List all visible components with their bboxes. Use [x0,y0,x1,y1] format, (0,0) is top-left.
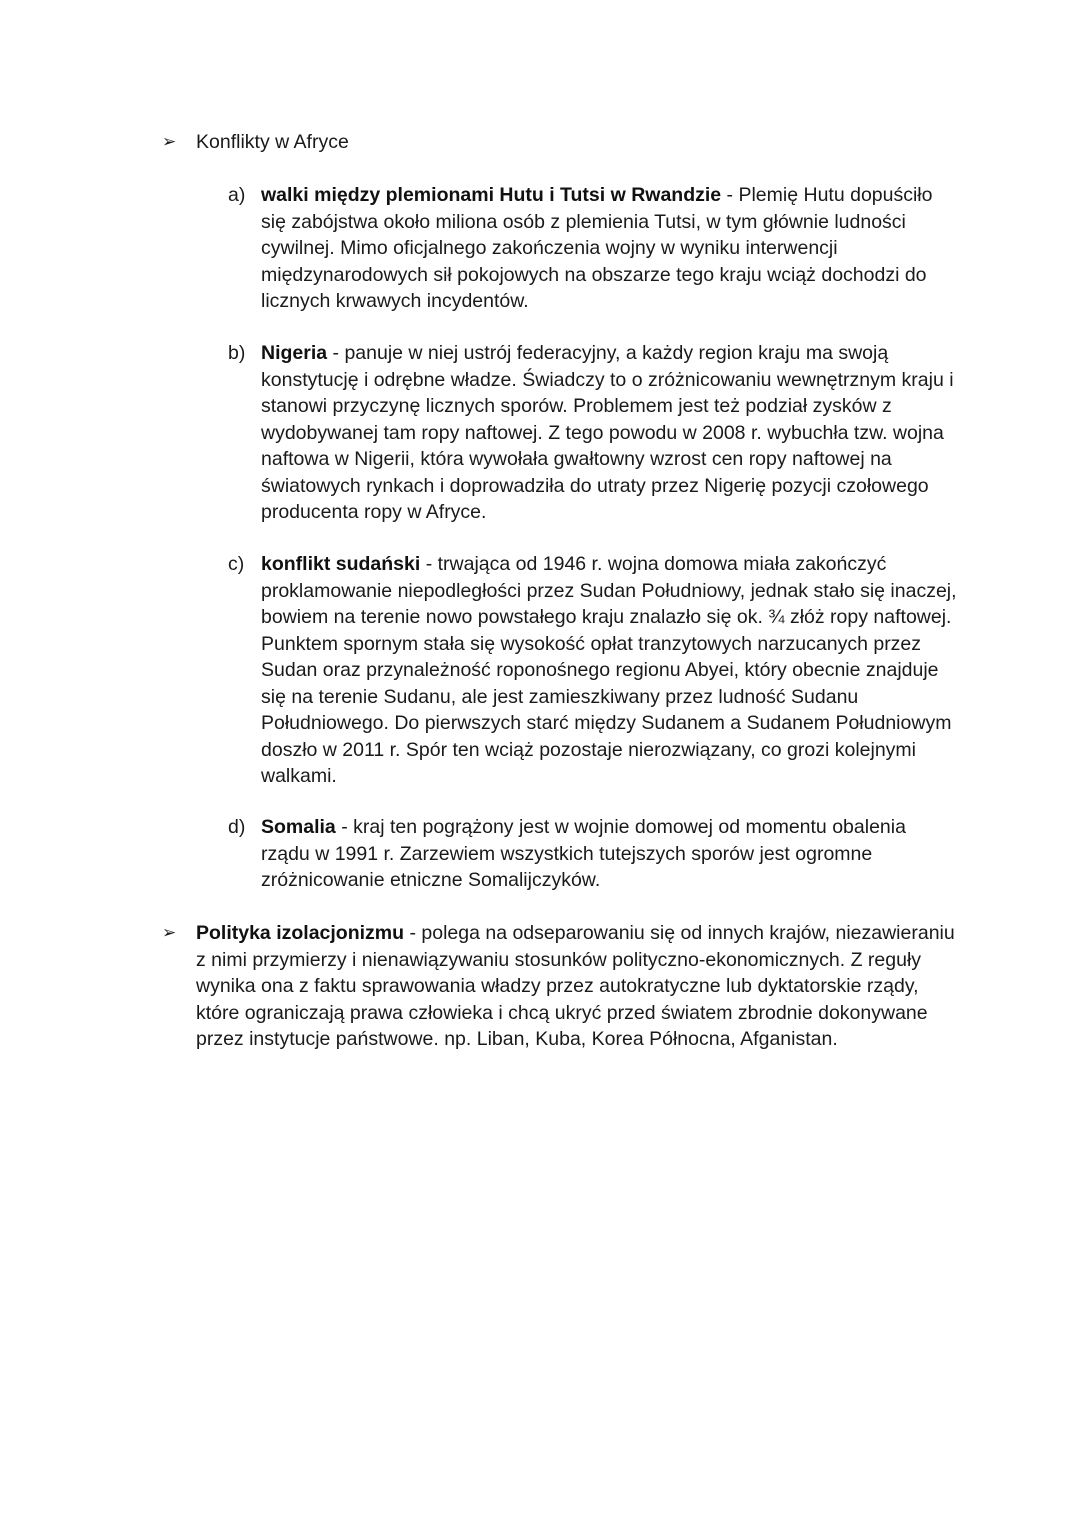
list-marker: b) [228,342,246,364]
arrow-bullet-icon: ➢ [162,132,177,151]
list-item-d [228,814,958,894]
section-izolacjonizm [162,920,962,1053]
section-paragraph [196,920,962,1053]
section-description: - polega na odseparowaniu się od innych krajów, niezawieraniu z nimi przymierzy i nienawiązywaniu stosunków polityczno-ekonomicznych. Z reguły wynika ona z faktu sprawowania władzy przez autokratyczne lub dyktatorskie rządy, które ograniczają prawa człowieka i chcą ukryć przed światem zbrodnie dokonywane przez instytucje państwowe. np. Liban, Kuba, Korea Północna, Afganistan. [196,922,955,1050]
arrow-bullet-icon: ➢ [162,923,177,942]
list-marker: d) [228,816,246,838]
list-item-text [261,814,958,894]
item-term: konflikt sudański [261,553,421,575]
section-konflikty [162,129,962,156]
item-term: Somalia [261,816,336,838]
list-marker: a) [228,184,246,206]
list-item-text [261,551,958,790]
list-item-b [228,340,958,526]
section-title: Konflikty w Afryce [196,131,349,153]
item-description: - trwająca od 1946 r. wojna domowa miała zakończyć proklamowanie niepodległości przez Sudan Południowy, jednak stało się inaczej, bowiem na terenie nowo powstałego kraju znalazło się ok. ¾ złóż ropy naftowej. Punktem spornym stała się wysokość opłat tranzytowych narzucanych przez Sudan oraz przynależność roponośnego regionu Abyei, który obecnie znajduje się na terenie Sudanu, ale jest zamieszkiwany przez ludność Sudanu Południowego. Do pierwszych starć między Sudanem a Sudanem Południowym doszło w 2011 r. Spór ten wciąż pozostaje nierozwiązany, co grozi kolejnymi walkami. [261,553,957,787]
list-item-a [228,182,958,315]
item-description: - Plemię Hutu dopuściło się zabójstwa około miliona osób z plemienia Tutsi, w tym głównie ludności cywilnej. Mimo oficjalnego zakończenia wojny w wyniku interwencji międzynarodowych sił pokojowych na obszarze tego kraju wciąż dochodzi do licznych krwawych incydentów. [261,184,933,312]
list-item-text [261,182,958,315]
section-term: Polityka izolacjonizmu [196,922,405,944]
list-item-c [228,551,958,790]
item-term: Nigeria [261,342,328,364]
list-marker: c) [228,553,245,575]
section-paragraph-row [162,920,962,1053]
item-term: walki między plemionami Hutu i Tutsi w Rwandzie [261,184,722,206]
item-description: - kraj ten pogrążony jest w wojnie domowej od momentu obalenia rządu w 1991 r. Zarzewiem wszystkich tutejszych sporów jest ogromne zróżnicowanie etniczne Somalijczyków. [261,816,906,891]
section-heading-row [162,129,962,156]
item-description: - panuje w niej ustrój federacyjny, a każdy region kraju ma swoją konstytucję i odrębne władze. Świadczy to o zróżnicowaniu wewnętrznym kraju i stanowi przyczynę licznych sporów. Problemem jest też podział zysków z wydobywanej tam ropy naftowej. Z tego powodu w 2008 r. wybuchła tzw. wojna naftowa w Nigerii, która wywołała gwałtowny wzrost cen ropy naftowej na światowych rynkach i doprowadziła do utraty przez Nigerię pozycji czołowego producenta ropy w Afryce. [261,342,954,523]
list-item-text [261,340,958,526]
